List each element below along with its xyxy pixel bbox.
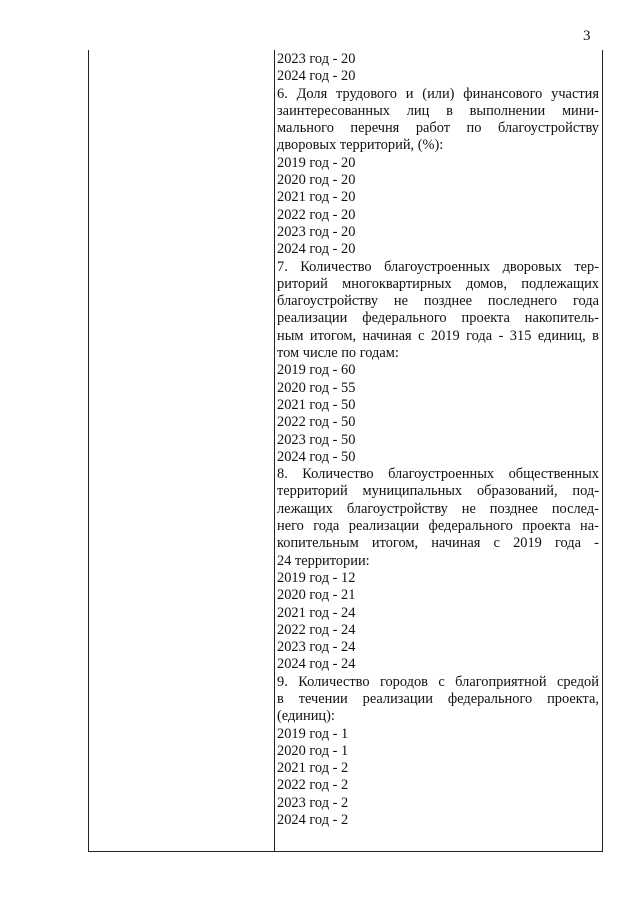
text-line: 2023 год - 24 <box>277 639 356 656</box>
text-line: 9. Количество городов с благоприятной средой <box>277 673 599 690</box>
text-line: 2021 год - 24 <box>277 604 356 621</box>
text-line: территорий муниципальных образований, под- <box>277 483 599 500</box>
text-line: дворовых территорий, (%): <box>277 137 444 154</box>
text-line: лежащих благоустройству не позднее послед- <box>277 500 599 517</box>
text-line: 2020 год - 1 <box>277 742 349 759</box>
text-line: 2024 год - 2 <box>277 812 349 829</box>
text-line: 2021 год - 50 <box>277 396 356 413</box>
text-line: копительным итогом, начиная с 2019 года - <box>277 535 599 552</box>
text-line: 2020 год - 20 <box>277 172 356 189</box>
text-line: 8. Количество благоустроенных общественных <box>277 466 599 483</box>
text-line: том числе по годам: <box>277 345 399 362</box>
text-line: 2022 год - 24 <box>277 621 356 638</box>
text-line: 2021 год - 2 <box>277 760 349 777</box>
text-line: 2022 год - 20 <box>277 206 356 223</box>
text-line: 2020 год - 21 <box>277 587 356 604</box>
text-line: 2020 год - 55 <box>277 379 356 396</box>
text-line: 7. Количество благоустроенных дворовых тер- <box>277 258 599 275</box>
text-line: в течении реализации федерального проекта, <box>277 690 599 707</box>
text-line: 2019 год - 20 <box>277 154 356 171</box>
text-line: 2022 год - 2 <box>277 777 349 794</box>
text-line: 2024 год - 24 <box>277 656 356 673</box>
text-line: 2021 год - 20 <box>277 189 356 206</box>
text-line: реализации федерального проекта накопитель- <box>277 310 599 327</box>
column-divider <box>274 50 275 851</box>
page-number: 3 <box>583 28 591 44</box>
text-line: 2024 год - 20 <box>277 68 356 85</box>
text-line: 24 территории: <box>277 552 370 569</box>
text-line: 2023 год - 2 <box>277 794 349 811</box>
text-line: 2023 год - 20 <box>277 51 356 67</box>
text-line: него года реализации федерального проекта на- <box>277 518 599 535</box>
text-line: 2024 год - 50 <box>277 448 356 465</box>
text-line: (единиц): <box>277 708 335 725</box>
text-line: заинтересованных лиц в выполнении мини- <box>277 102 599 119</box>
text-line: риторий многоквартирных домов, подлежащих <box>277 275 599 292</box>
text-line: 2019 год - 1 <box>277 725 349 742</box>
right-cell-text <box>277 51 599 829</box>
text-line: благоустройству не позднее последнего года <box>277 293 599 310</box>
text-line: 6. Доля трудового и (или) финансового участия <box>277 85 599 102</box>
text-line: мального перечня работ по благоустройству <box>277 120 599 137</box>
text-line: 2024 год - 20 <box>277 241 356 258</box>
text-line: 2023 год - 50 <box>277 431 356 448</box>
document-table <box>88 50 603 852</box>
text-line: 2019 год - 12 <box>277 569 356 586</box>
text-line: 2023 год - 20 <box>277 223 356 240</box>
text-line: 2022 год - 50 <box>277 414 356 431</box>
text-line: ным итогом, начиная с 2019 года - 315 единиц, в <box>277 327 599 344</box>
text-line: 2019 год - 60 <box>277 362 356 379</box>
